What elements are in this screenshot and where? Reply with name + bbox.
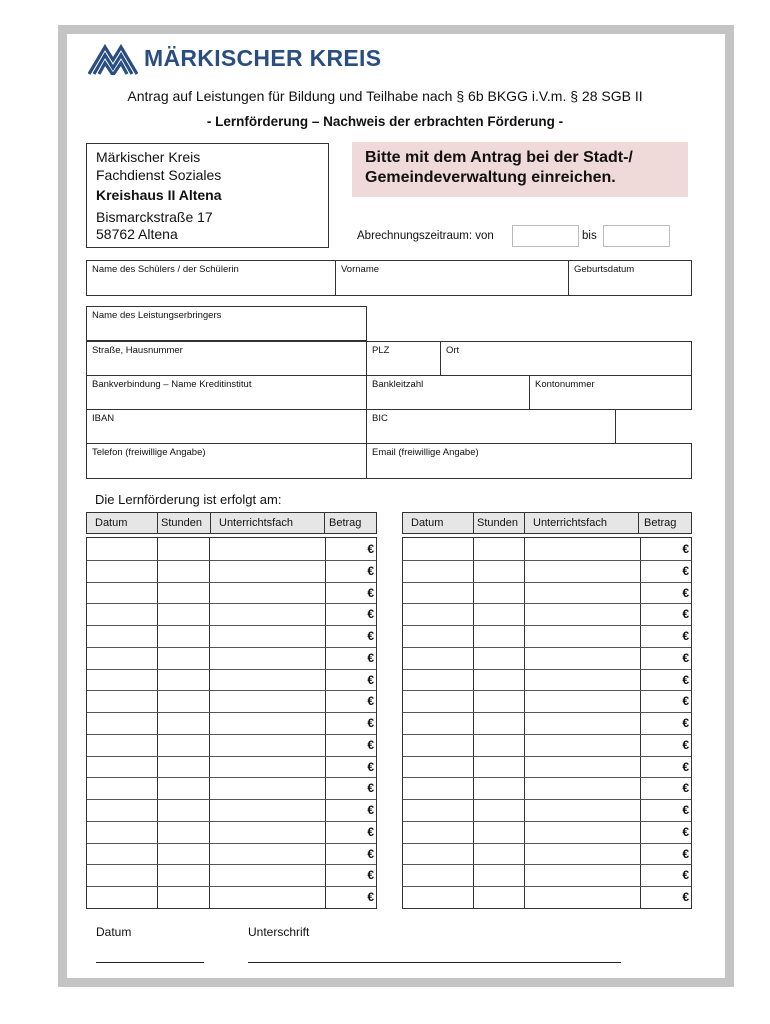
zip-label: PLZ	[372, 345, 390, 356]
table-row[interactable]	[87, 886, 376, 887]
street-field[interactable]	[86, 341, 367, 376]
email-label: Email (freiwillige Angabe)	[372, 447, 479, 458]
euro-sign: €	[682, 542, 689, 556]
logo-icon	[88, 41, 138, 75]
col-header-stunden: Stunden	[158, 513, 211, 533]
signature-date-line[interactable]	[96, 962, 204, 963]
signature-sign-label: Unterschrift	[248, 925, 310, 939]
account-label: Kontonummer	[535, 379, 595, 390]
table-row[interactable]	[87, 582, 376, 583]
notice-box	[352, 142, 688, 197]
euro-sign: €	[367, 585, 374, 600]
period-to-label: bis	[582, 230, 597, 242]
euro-sign: €	[367, 824, 374, 839]
bank-label: Bankverbindung – Name Kreditinstitut	[92, 379, 252, 390]
table-row[interactable]	[87, 864, 376, 865]
col-header-datum: Datum	[403, 513, 474, 533]
city-field[interactable]	[440, 341, 692, 376]
table-row[interactable]	[403, 647, 691, 648]
period-to-input[interactable]	[603, 225, 670, 247]
euro-sign: €	[682, 563, 689, 578]
page-subtitle: - Lernförderung – Nachweis der erbrachten Förderung -	[206, 114, 564, 129]
col-divider	[209, 538, 210, 908]
table-row[interactable]	[403, 821, 691, 822]
euro-sign: €	[682, 585, 689, 600]
provider-name-field[interactable]	[86, 306, 367, 341]
city-label: Ort	[446, 345, 460, 356]
address-box	[86, 143, 329, 248]
bic-label: BIC	[372, 413, 388, 424]
signature-sign-line[interactable]	[248, 962, 621, 963]
euro-sign: €	[682, 737, 689, 752]
first-name-field[interactable]	[335, 260, 569, 296]
iban-label: IBAN	[92, 413, 115, 424]
col-divider	[473, 538, 474, 908]
table-row[interactable]	[403, 712, 691, 713]
col-header-fach: Unterrichtsfach	[211, 513, 325, 533]
euro-sign: €	[367, 868, 374, 883]
euro-sign: €	[367, 890, 374, 905]
euro-sign: €	[367, 672, 374, 687]
address-line3: Kreishaus II Altena	[96, 187, 222, 203]
euro-sign: €	[367, 542, 374, 556]
euro-sign: €	[682, 890, 689, 905]
euro-sign: €	[682, 650, 689, 665]
phone-field[interactable]	[86, 443, 367, 479]
table-row[interactable]	[403, 734, 691, 735]
address-line5: 58762 Altena	[96, 226, 178, 242]
notice-line1: Bitte mit dem Antrag bei der Stadt-/	[365, 149, 633, 166]
signature-date-label: Datum	[96, 925, 132, 939]
table-row[interactable]	[403, 625, 691, 626]
euro-sign: €	[367, 629, 374, 644]
euro-sign: €	[367, 803, 374, 818]
euro-sign: €	[682, 672, 689, 687]
euro-sign: €	[682, 846, 689, 861]
account-field[interactable]	[529, 375, 692, 410]
table-row[interactable]	[87, 625, 376, 626]
euro-sign: €	[367, 650, 374, 665]
table-row[interactable]	[403, 886, 691, 887]
bic-field[interactable]	[366, 409, 616, 444]
euro-sign: €	[682, 694, 689, 709]
provider-name-label: Name des Leistungserbringers	[92, 310, 222, 321]
notice-line2: Gemeindeverwaltung einreichen.	[365, 169, 616, 186]
euro-sign: €	[367, 563, 374, 578]
euro-sign: €	[682, 824, 689, 839]
table-row[interactable]	[403, 669, 691, 670]
table-row[interactable]	[403, 799, 691, 800]
table-row[interactable]	[403, 777, 691, 778]
left-table-body	[86, 537, 377, 909]
student-name-field[interactable]	[86, 260, 336, 296]
table-row[interactable]	[403, 560, 691, 561]
euro-sign: €	[682, 803, 689, 818]
left-table-header	[86, 512, 377, 534]
table-row[interactable]	[87, 756, 376, 757]
page-title: Antrag auf Leistungen für Bildung und Teilhabe nach § 6b BKGG i.V.m. § 28 SGB II	[127, 88, 643, 104]
table-row[interactable]	[87, 669, 376, 670]
euro-sign: €	[682, 607, 689, 622]
col-divider	[524, 538, 525, 908]
table-row[interactable]	[403, 603, 691, 604]
euro-sign: €	[367, 737, 374, 752]
address-line2: Fachdienst Soziales	[96, 166, 222, 183]
student-name-label: Name des Schülers / der Schülerin	[92, 264, 239, 275]
birth-date-field[interactable]	[568, 260, 692, 296]
first-name-label: Vorname	[341, 264, 380, 275]
address-line1: Märkischer Kreis	[96, 149, 201, 165]
col-divider	[640, 538, 641, 908]
euro-sign: €	[682, 629, 689, 644]
table-row[interactable]	[87, 603, 376, 604]
table-row[interactable]	[403, 582, 691, 583]
col-header-betrag: Betrag	[329, 517, 362, 529]
col-header-betrag: Betrag	[644, 517, 677, 529]
table-row[interactable]	[403, 864, 691, 865]
table-row[interactable]	[87, 843, 376, 844]
euro-sign: €	[682, 716, 689, 731]
table-row[interactable]	[87, 799, 376, 800]
zip-field[interactable]	[366, 341, 441, 376]
email-field[interactable]	[366, 443, 692, 479]
col-divider	[325, 538, 326, 908]
table-heading: Die Lernförderung ist erfolgt am:	[95, 492, 282, 507]
euro-sign: €	[367, 846, 374, 861]
table-row[interactable]	[403, 756, 691, 757]
iban-field[interactable]	[86, 409, 367, 444]
bank-code-label: Bankleitzahl	[372, 379, 424, 390]
euro-sign: €	[682, 759, 689, 774]
period-from-input[interactable]	[512, 225, 579, 247]
bank-field[interactable]	[86, 375, 367, 410]
euro-sign: €	[682, 781, 689, 796]
right-table-body	[402, 537, 692, 909]
euro-sign: €	[367, 694, 374, 709]
bank-code-field[interactable]	[366, 375, 530, 410]
euro-sign: €	[367, 607, 374, 622]
euro-sign: €	[367, 781, 374, 796]
table-row[interactable]	[87, 690, 376, 691]
euro-sign: €	[367, 759, 374, 774]
euro-sign: €	[367, 716, 374, 731]
birth-date-label: Geburtsdatum	[574, 264, 635, 275]
col-divider	[157, 538, 158, 908]
euro-sign: €	[682, 868, 689, 883]
col-header-stunden: Stunden	[474, 513, 525, 533]
logo-text: MÄRKISCHER KREIS	[144, 44, 382, 71]
table-row[interactable]	[87, 647, 376, 648]
logo	[88, 40, 381, 76]
table-row[interactable]	[87, 560, 376, 561]
col-header-fach: Unterrichtsfach	[525, 513, 639, 533]
phone-label: Telefon (freiwillige Angabe)	[92, 447, 206, 458]
table-row[interactable]	[87, 821, 376, 822]
table-row[interactable]	[403, 843, 691, 844]
right-table-header	[402, 512, 692, 534]
address-line4: Bismarckstraße 17	[96, 208, 213, 225]
street-label: Straße, Hausnummer	[92, 345, 183, 356]
period-from-label: Abrechnungszeitraum: von	[357, 230, 494, 242]
table-row[interactable]	[403, 690, 691, 691]
table-row[interactable]	[87, 734, 376, 735]
col-header-datum: Datum	[87, 513, 158, 533]
table-row[interactable]	[87, 712, 376, 713]
table-row[interactable]	[87, 777, 376, 778]
